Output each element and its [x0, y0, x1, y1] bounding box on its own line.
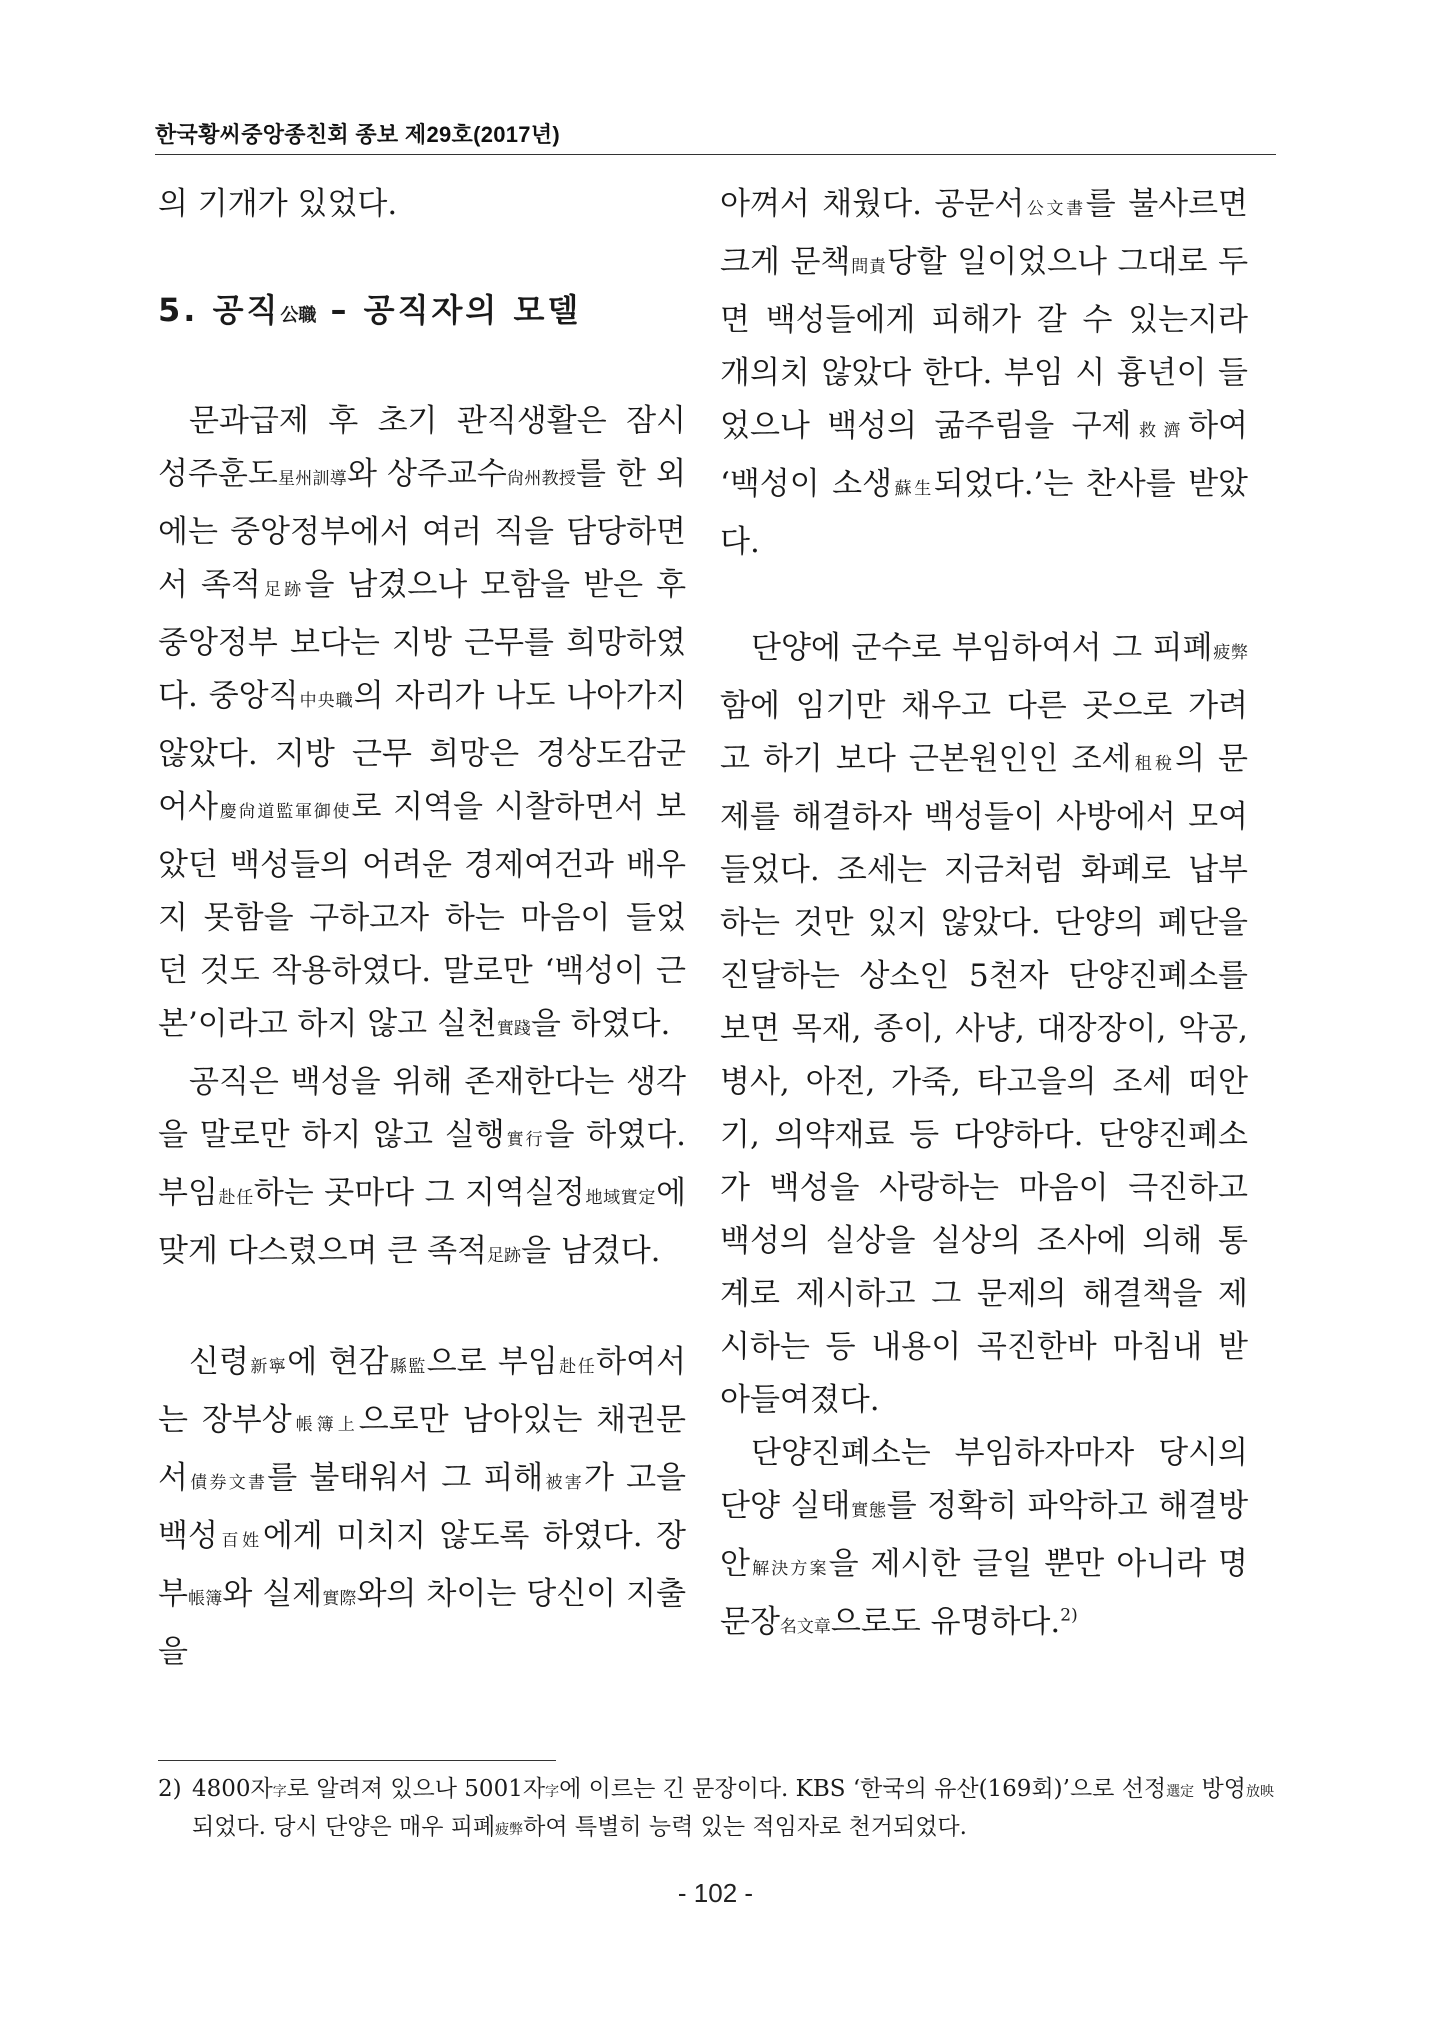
section-heading: 5. 공직公職 – 공직자의 모델 [158, 291, 582, 329]
paragraph-danyang-petition: 단양진폐소는 부임하자마자 당시의 단양 실태實態를 정확히 파악하고 해결방안解決方案을 제시한 글일 뿐만 아니라 명문장名文章으로도 유명하다.$^{2)}$ [720, 1435, 1249, 1640]
paragraph-continuation: 의 기개가 있었다. [158, 186, 398, 222]
header-divider [155, 154, 1276, 155]
footnote [158, 1772, 1274, 1848]
page-header-title: 한국황씨중앙종친회 종보 제29호(2017년) [155, 122, 561, 147]
page-number: - 102 - [677, 1878, 754, 1908]
footnote-divider [158, 1760, 556, 1761]
left-column [158, 178, 686, 1679]
paragraph-public-service: 공직은 백성을 위해 존재한다는 생각을 말로만 하지 않고 실행實行을 하였다. 부임赴任하는 곳마다 그 지역실정地域實定에 맞게 다스렸으며 큰 족적足跡을 남겼다. [158, 1064, 687, 1269]
footnote-number: 2) [158, 1776, 182, 1802]
paragraph-career: 문과급제 후 초기 관직생활은 잠시 성주훈도星州訓導와 상주교수尙州教授를 한 외에는 중앙정부에서 여러 직을 담당하면서 족적足跡을 남겼으나 모함을 받은 후 중앙정부 보다는 지방 근무를 희망하였다. 중앙직中央職의 자리가 나도 나아가지 않았다. 지방 근무 희망은 경상도감군어사慶尙道監軍御使로 지역을 시찰하면서 보았던 백성들의 어려운 경제여건과 배우지 못함을 구하고자 하는 마음이 들었던 것도 작용하였다. 말로만 ‘백성이 근본’이라고 하지 않고 실천實踐을 하였다. [158, 403, 687, 1042]
paragraph-danyang: 단양에 군수로 부임하여서 그 피폐疲弊함에 임기만 채우고 다른 곳으로 가려고 하기 보다 근본원인인 조세租稅의 문제를 해결하자 백성들이 사방에서 모여들었다. 조세는 지금처럼 화폐로 납부하는 것만 있지 않았다. 단양의 폐단을 진달하는 상소인 5천자 단양진폐소를 보면 목재, 종이, 사냥, 대장장이, 악공, 병사, 아전, 가죽, 타고을의 조세 떠안기, 의약재료 등 다양하다. 단양진폐소가 백성을 사랑하는 마음이 극진하고 백성의 실상을 실상의 조사에 의해 통계로 제시하고 그 문제의 해결책을 제시하는 등 내용이 곡진한바 마침내 받아들여졌다. [720, 630, 1249, 1418]
footnote-text: 4800자字로 알려져 있으나 5001자字에 이르는 긴 문장이다. KBS ‘한국의 유산(169회)’으로 선정選定 방영放映되었다. 당시 단양은 매우 피폐疲弊하여 특별히 능력 있는 적임자로 천거되었다. [192, 1776, 1274, 1840]
footnote-reference[interactable]: 2) [1060, 1605, 1078, 1626]
paragraph-continuation-right: 아껴서 채웠다. 공문서公文書를 불사르면 크게 문책問責당할 일이었으나 그대로 두면 백성들에게 피해가 갈 수 있는지라 개의치 않았다 한다. 부임 시 흉년이 들었으나 백성의 굶주림을 구제救濟하여 ‘백성이 소생蘇生되었다.’는 찬사를 받았다. [720, 186, 1249, 560]
paragraph-sinnyeong: 신령新寧에 현감縣監으로 부임赴任하여서는 장부상帳簿上으로만 남아있는 채권문서債券文書를 불태워서 그 피해被害가 고을 백성百姓에게 미치지 않도록 하였다. 장부帳簿와 실제實際와의 차이는 당신이 지출을 [158, 1344, 687, 1670]
right-column [720, 178, 1248, 1654]
